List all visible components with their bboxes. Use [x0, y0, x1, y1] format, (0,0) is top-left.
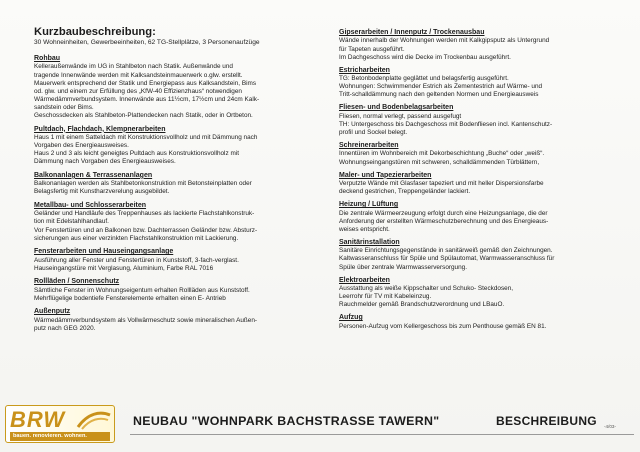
section-text-line: Mehrflügelige bodentiefe Fensterelemente erhalten einen E- Antrieb [34, 294, 226, 302]
section-text-line: deckend gestrichen, Treppengeländer lackiert. [339, 188, 471, 196]
section-text-line: Sämtliche Fenster im Wohnungseigentum erhalten Rollläden aus Kunststoff. [34, 286, 250, 294]
right-column [339, 29, 622, 336]
section-text-line: Belagsfertig mit Kunstharzverelung ausgebildet. [34, 188, 170, 196]
section-text-line: für Tapeten ausgeführt. [339, 45, 405, 53]
section-text-line: Wohnungseingangstüren mit schweren, schalldämmenden Türblättern, [339, 158, 540, 166]
section-text-line: Tritt-schalldämmung nach den geltenden Normen und Energieausweis [339, 91, 539, 99]
section-text-line: Sanitäre Einrichtungsgegenstände in sanitärweiß gemäß den Zeichnungen. [339, 247, 553, 255]
spec-section [34, 308, 326, 333]
spec-section [339, 172, 622, 197]
section-text-line: putz nach GEG 2020. [34, 324, 96, 332]
section-text-line: Verputzte Wände mit Glasfaser tapeziert und mit heller Dispersionsfarbe [339, 180, 544, 188]
logo-wordmark: BRW [10, 407, 66, 432]
right-sections [339, 29, 622, 331]
section-text-line: tragende Innenwände werden mit Kalksandsteinmauerwerk o.glw. erstellt. [34, 71, 243, 79]
spec-section [34, 172, 326, 197]
section-text-line: profil und Sockel belegt. [339, 128, 408, 136]
footer [0, 384, 640, 452]
spec-section [339, 104, 622, 137]
footer-divider [130, 434, 634, 435]
spec-section [339, 314, 622, 331]
project-title: NEUBAU "WOHNPARK BACHSTRASSE TAWERN" [133, 414, 440, 428]
section-text-line: Haus 2 und 3 als leicht geneigtes Pultdach aus Konstruktionsvollholz mit [34, 150, 239, 158]
section-heading: Aufzug [339, 314, 363, 322]
section-text-line: weises entspricht. [339, 225, 390, 233]
section-heading: Sanitärinstallation [339, 238, 400, 246]
section-text-line: Haus 1 mit einem Satteldach mit Konstruktionsvollholz und mit Dämmung nach [34, 133, 258, 141]
section-text-line: Vorgaben des Energieausweises. [34, 142, 129, 150]
section-text-line: od. glw. und einem zur Erfüllung des „KfW-40 Effizienzhaus“ notwendigen [34, 87, 242, 95]
section-text-line: sandstein oder Bims. [34, 103, 94, 111]
section-heading: Elektroarbeiten [339, 276, 390, 284]
section-text-line: Dämmung nach Vorgaben des Energieausweises. [34, 158, 176, 166]
page-title: Kurzbaubeschreibung: [34, 26, 156, 38]
section-text-line: Vor Fenstertüren und an Balkonen bzw. Dachterrassen Geländer bzw. Absturz- [34, 226, 258, 234]
section-heading: Balkonanlagen & Terrassenanlagen [34, 171, 153, 179]
section-text-line: Hauseingangstüre mit Verglasung, Aluminium, Farbe RAL 7016 [34, 264, 214, 272]
spec-section [34, 126, 326, 167]
section-heading: Heizung / Lüftung [339, 201, 399, 209]
section-heading: Metallbau- und Schlosserarbeiten [34, 201, 147, 209]
section-text-line: Spüle über zentrale Warmwasserversorgung. [339, 263, 467, 271]
section-text-line: Geländer und Handläufe des Treppenhauses als lackierte Flachstahlkonstruk- [34, 210, 255, 218]
section-heading: Außenputz [34, 308, 71, 316]
brw-logo [5, 405, 115, 443]
section-text-line: Kaltwasseranschluss für Spüle und Spülautomat, Warmwasseranschluss für [339, 255, 555, 263]
section-text-line: Rauchmelder gemäß Brandschutzverordnung und LBauO. [339, 301, 505, 309]
section-text-line: Wände innerhalb der Wohnungen werden mit Kalkgipsputz als Untergrund [339, 37, 550, 45]
section-text-line: TG: Betonbodenplatte geglättet und belagsfertig ausgeführt. [339, 75, 509, 83]
section-text-line: Personen-Aufzug vom Kellergeschoss bis zum Penthouse gemäß EN 81. [339, 322, 547, 330]
section-heading: Maler- und Tapezierarbeiten [339, 171, 432, 179]
section-text-line: Ausstattung als weiße Kippschalter und Schuko- Steckdosen, [339, 285, 514, 293]
logo-slogan: bauen. renovieren. wohnen. [10, 432, 110, 441]
section-text-line: Wärmedämmverbundsystem als Vollwärmeschutz sowie mineralischen Außen- [34, 316, 258, 324]
spec-section [34, 202, 326, 243]
spec-section [34, 248, 326, 273]
spec-section [339, 201, 622, 234]
section-text-line: Anforderung der erstellten Wärmeschutzberechnung und des Energieaus- [339, 217, 549, 225]
document-type: BESCHREIBUNG [496, 414, 597, 428]
logo-swoosh-icon [76, 409, 112, 431]
spec-section [339, 277, 622, 310]
section-heading: Schreinerarbeiten [339, 142, 399, 150]
section-text-line: Balkonanlagen werden als Stahlbetonkonstruktion mit Betonsteinplatten oder [34, 180, 252, 188]
left-column [34, 26, 326, 339]
intro-text: 30 Wohneinheiten, Gewerbeeinheiten, 62 TG-Stellplätze, 3 Personenaufzüge [34, 39, 260, 46]
section-text-line: Wohnungen: Schwimmender Estrich als Zementestrich auf Wärme- und [339, 83, 543, 91]
left-sections [34, 55, 326, 333]
section-text-line: sicherungen aus einer verzinkten Flachstahlkonstruktion mit Lackierung. [34, 234, 239, 242]
page-number: -4/03- [604, 424, 617, 429]
section-heading: Gipserarbeiten / Innenputz / Trockenausbau [339, 29, 485, 36]
section-text-line: Innentüren im Wohnbereich mit Dekorbeschichtung „Buche“ oder „weiß“. [339, 150, 545, 158]
section-text-line: Leerrohr für TV mit Kabeleinzug. [339, 293, 432, 301]
section-heading: Rollläden / Sonnenschutz [34, 278, 120, 286]
spec-section [339, 239, 622, 272]
section-text-line: Fliesen, normal verlegt, passend ausgefugt [339, 112, 462, 120]
section-text-line: Die zentrale Wärmeerzeugung erfolgt durch eine Heizungsanlage, die der [339, 209, 548, 217]
spec-section [339, 29, 622, 62]
section-text-line: Geschossdecken als Stahlbeton-Plattendecken nach Statik, oder in Ortbeton. [34, 111, 253, 119]
section-heading: Pultdach, Flachdach, Klempnerarbeiten [34, 125, 166, 133]
section-heading: Fensterarbeiten und Hauseingangsanlage [34, 248, 174, 256]
section-text-line: TH: Untergeschoss bis Dachgeschoss mit Bodenfliesen incl. Kantenschutz- [339, 120, 553, 128]
spec-section [34, 55, 326, 120]
spec-section [34, 278, 326, 303]
section-text-line: Wärmedämmverbundsystem. Innenwände aus 11½cm, 17½cm und 24cm Kalk- [34, 95, 260, 103]
section-heading: Rohbau [34, 55, 61, 62]
section-text-line: tion mit Edelstahlhandlauf. [34, 218, 109, 226]
spec-section [339, 67, 622, 100]
section-heading: Estricharbeiten [339, 66, 390, 74]
spec-section [339, 142, 622, 167]
section-text-line: Kelleraußenwände im UG in Stahlbeton nach Statik. Außenwände und [34, 63, 233, 71]
section-text-line: Im Dachgeschoss wird die Decke im Trockenbau ausgeführt. [339, 53, 511, 61]
section-text-line: Ausführung aller Fenster und Fenstertüren in Kunststoff, 3-fach-verglast. [34, 256, 239, 264]
section-heading: Fliesen- und Bodenbelagsarbeiten [339, 104, 454, 112]
section-text-line: Mauerwerk entsprechend der Statik und Energiepass aus Kalksandstein, Bims [34, 79, 257, 87]
